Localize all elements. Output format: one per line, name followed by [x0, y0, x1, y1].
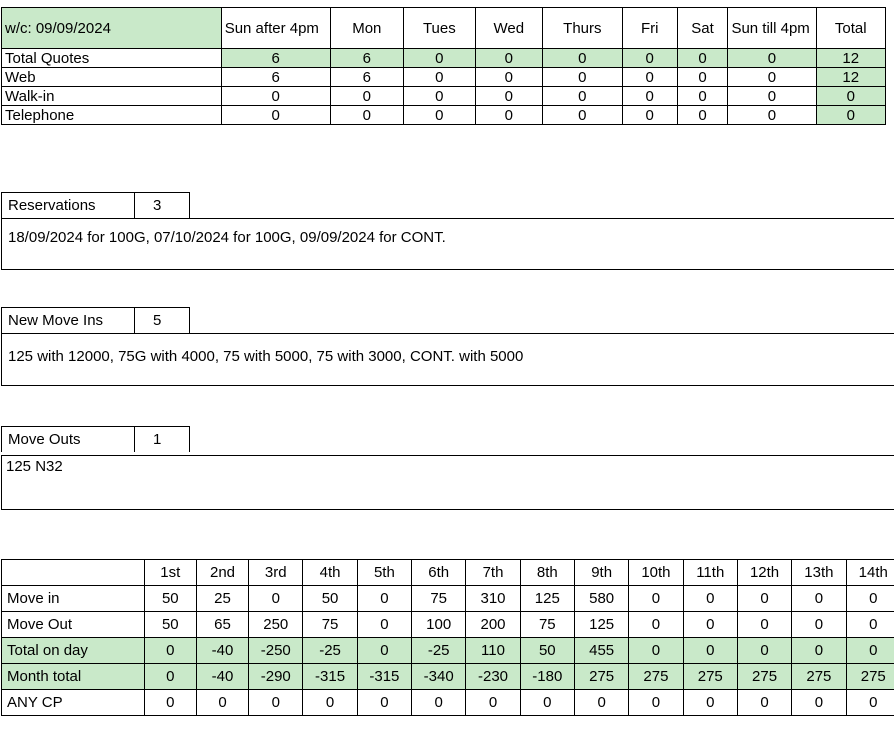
cell: 0	[357, 690, 411, 716]
move-ins-label: New Move Ins	[2, 308, 135, 333]
cell: -40	[196, 664, 248, 690]
cell: 50	[144, 612, 196, 638]
cell: 0	[221, 87, 330, 106]
cell: 75	[520, 612, 574, 638]
cell: 0	[622, 87, 677, 106]
cell: 0	[683, 690, 737, 716]
cell: 0	[677, 87, 728, 106]
day-header: 4th	[303, 560, 357, 586]
cell: 0	[677, 49, 728, 68]
cell: 0	[357, 612, 411, 638]
cell: 6	[221, 49, 330, 68]
cell: 250	[249, 612, 303, 638]
month-table	[1, 559, 894, 716]
cell: 125	[574, 612, 628, 638]
cell: 50	[520, 638, 574, 664]
row-label: Move Out	[2, 612, 145, 638]
quotes-row-total	[2, 49, 886, 68]
month-row-move-in	[2, 586, 894, 612]
quotes-header-row	[2, 8, 886, 49]
cell: 6	[330, 68, 404, 87]
day-header: 10th	[629, 560, 683, 586]
cell: 0	[816, 87, 885, 106]
cell: 12	[816, 49, 885, 68]
reservations-header	[1, 192, 190, 218]
col-total: Total	[816, 8, 885, 49]
cell: 0	[683, 638, 737, 664]
cell: 275	[683, 664, 737, 690]
cell: 0	[737, 586, 791, 612]
cell: 0	[542, 68, 622, 87]
cell: 0	[792, 690, 846, 716]
col-sun-till: Sun till 4pm	[728, 8, 816, 49]
cell: 0	[404, 87, 476, 106]
col-thurs: Thurs	[542, 8, 622, 49]
cell: 0	[683, 586, 737, 612]
cell: 50	[144, 586, 196, 612]
cell: 0	[404, 68, 476, 87]
quotes-row-web	[2, 68, 886, 87]
cell: 25	[196, 586, 248, 612]
col-sun-after: Sun after 4pm	[221, 8, 330, 49]
cell: 6	[330, 49, 404, 68]
cell: -340	[412, 664, 466, 690]
cell: 0	[629, 638, 683, 664]
month-header-row	[2, 560, 894, 586]
cell: 0	[475, 87, 542, 106]
day-header: 5th	[357, 560, 411, 586]
cell: 0	[629, 612, 683, 638]
cell: 125	[520, 586, 574, 612]
cell: 0	[728, 49, 816, 68]
move-outs-count: 1	[153, 431, 162, 448]
corner-cell	[2, 560, 145, 586]
cell: 0	[357, 638, 411, 664]
cell: 0	[846, 638, 894, 664]
day-header: 12th	[737, 560, 791, 586]
cell: 275	[846, 664, 894, 690]
cell: 0	[144, 638, 196, 664]
cell: 0	[412, 690, 466, 716]
cell: 0	[846, 586, 894, 612]
cell: 0	[622, 68, 677, 87]
row-label: Telephone	[2, 106, 222, 125]
cell: 0	[196, 690, 248, 716]
cell: 65	[196, 612, 248, 638]
cell: 100	[412, 612, 466, 638]
row-label: ANY CP	[2, 690, 145, 716]
cell: 455	[574, 638, 628, 664]
cell: 0	[622, 49, 677, 68]
cell: 12	[816, 68, 885, 87]
col-tues: Tues	[404, 8, 476, 49]
row-label: Month total	[2, 664, 145, 690]
cell: 0	[846, 690, 894, 716]
move-outs-text: 125 N32	[6, 458, 63, 475]
move-ins-count: 5	[153, 312, 162, 329]
cell: 50	[303, 586, 357, 612]
cell: 0	[475, 49, 542, 68]
month-row-total-on-day	[2, 638, 894, 664]
cell: 275	[574, 664, 628, 690]
cell: 0	[622, 106, 677, 125]
cell: 75	[303, 612, 357, 638]
cell: 0	[475, 68, 542, 87]
cell: 0	[542, 49, 622, 68]
cell: 0	[677, 68, 728, 87]
cell: 0	[330, 106, 404, 125]
day-header: 6th	[412, 560, 466, 586]
cell: 0	[792, 638, 846, 664]
cell: 6	[221, 68, 330, 87]
cell: -290	[249, 664, 303, 690]
cell: 0	[846, 612, 894, 638]
day-header: 8th	[520, 560, 574, 586]
row-label: Total Quotes	[2, 49, 222, 68]
cell: 110	[466, 638, 520, 664]
reservations-label: Reservations	[2, 193, 135, 218]
cell: 0	[816, 106, 885, 125]
cell: 0	[144, 664, 196, 690]
move-ins-text: 125 with 12000, 75G with 4000, 75 with 5000, 75 with 3000, CONT. with 5000	[8, 348, 524, 365]
cell: -230	[466, 664, 520, 690]
cell: -250	[249, 638, 303, 664]
cell: 0	[737, 690, 791, 716]
day-header: 3rd	[249, 560, 303, 586]
col-wed: Wed	[475, 8, 542, 49]
day-header: 14th	[846, 560, 894, 586]
cell: 0	[249, 690, 303, 716]
cell: -25	[412, 638, 466, 664]
cell: -180	[520, 664, 574, 690]
cell: 0	[574, 690, 628, 716]
cell: 0	[677, 106, 728, 125]
cell: 0	[357, 586, 411, 612]
cell: 0	[303, 690, 357, 716]
move-outs-header	[1, 426, 190, 452]
move-ins-box	[1, 333, 894, 386]
cell: 0	[466, 690, 520, 716]
cell: 0	[683, 612, 737, 638]
reservations-text: 18/09/2024 for 100G, 07/10/2024 for 100G, 09/09/2024 for CONT.	[8, 229, 446, 246]
cell: -40	[196, 638, 248, 664]
reservations-box	[1, 218, 894, 270]
quotes-table	[1, 7, 886, 125]
cell: 0	[629, 690, 683, 716]
month-row-month-total	[2, 664, 894, 690]
cell: 200	[466, 612, 520, 638]
cell: 275	[629, 664, 683, 690]
cell: 0	[330, 87, 404, 106]
day-header: 9th	[574, 560, 628, 586]
day-header: 11th	[683, 560, 737, 586]
move-outs-label: Move Outs	[2, 427, 135, 452]
cell: 0	[404, 106, 476, 125]
row-label: Move in	[2, 586, 145, 612]
day-header: 13th	[792, 560, 846, 586]
cell: 0	[728, 68, 816, 87]
week-commencing-label: w/c: 09/09/2024	[2, 8, 222, 49]
cell: 0	[144, 690, 196, 716]
cell: 0	[249, 586, 303, 612]
move-ins-header	[1, 307, 190, 333]
quotes-row-telephone	[2, 106, 886, 125]
cell: 0	[792, 612, 846, 638]
cell: 0	[737, 612, 791, 638]
cell: 0	[792, 586, 846, 612]
cell: 0	[404, 49, 476, 68]
cell: 0	[520, 690, 574, 716]
cell: 0	[542, 106, 622, 125]
cell: 0	[728, 106, 816, 125]
cell: 275	[737, 664, 791, 690]
day-header: 2nd	[196, 560, 248, 586]
quotes-row-walkin	[2, 87, 886, 106]
col-mon: Mon	[330, 8, 404, 49]
reservations-count: 3	[153, 197, 162, 214]
cell: 580	[574, 586, 628, 612]
day-header: 1st	[144, 560, 196, 586]
cell: 310	[466, 586, 520, 612]
col-sat: Sat	[677, 8, 728, 49]
move-outs-box	[1, 455, 894, 510]
row-label: Walk-in	[2, 87, 222, 106]
cell: 0	[737, 638, 791, 664]
month-row-move-out	[2, 612, 894, 638]
cell: 0	[629, 586, 683, 612]
col-fri: Fri	[622, 8, 677, 49]
cell: 75	[412, 586, 466, 612]
cell: -25	[303, 638, 357, 664]
row-label: Total on day	[2, 638, 145, 664]
cell: -315	[303, 664, 357, 690]
day-header: 7th	[466, 560, 520, 586]
cell: 0	[728, 87, 816, 106]
cell: 0	[475, 106, 542, 125]
row-label: Web	[2, 68, 222, 87]
cell: 0	[542, 87, 622, 106]
cell: 275	[792, 664, 846, 690]
cell: -315	[357, 664, 411, 690]
month-row-any-cp	[2, 690, 894, 716]
cell: 0	[221, 106, 330, 125]
